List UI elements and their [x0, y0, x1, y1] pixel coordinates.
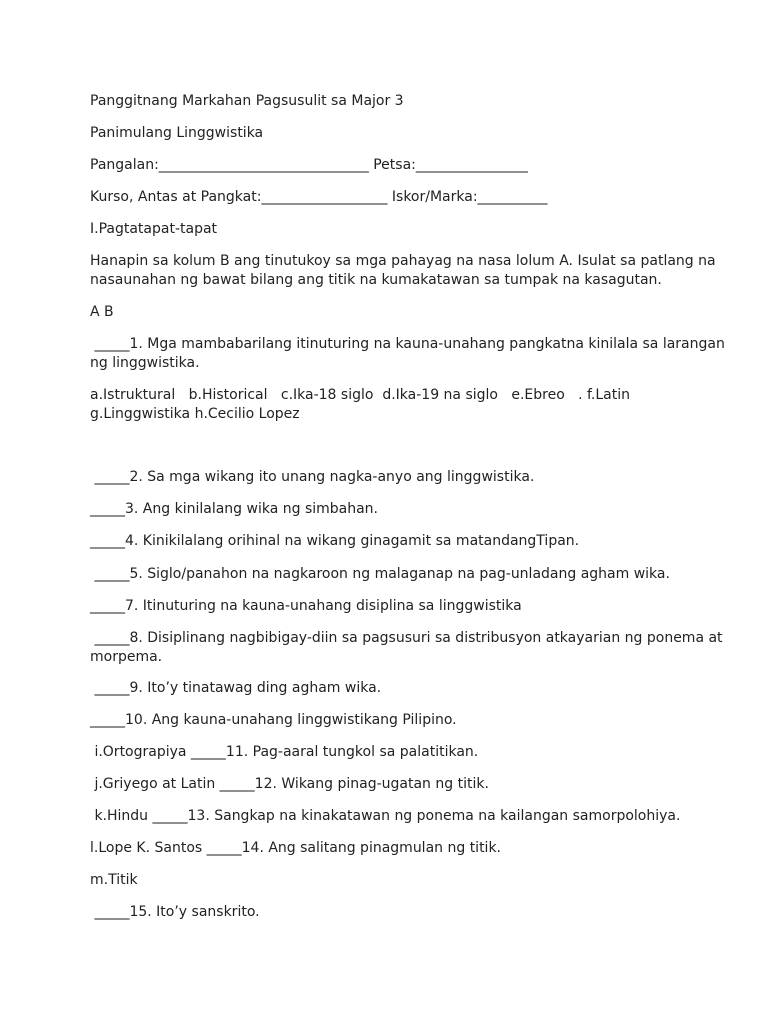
- question-item-1: _____1. Mga mambabarilang itinuturing na kauna-unahang pangkatna kinilala sa larangan ng linggwistika.: [90, 336, 725, 371]
- name-date-line: Pangalan:______________________________ Petsa:________________: [90, 157, 528, 173]
- subject-line: Panimulang Linggwistika: [90, 125, 264, 141]
- question-item-10: _____10. Ang kauna-unahang linggwistikang Pilipino.: [90, 712, 457, 728]
- question-item-12: j.Griyego at Latin _____12. Wikang pinag-ugatan ng titik.: [90, 776, 489, 792]
- question-item-5: _____5. Siglo/panahon na nagkaroon ng malaganap na pag-unladang agham wika.: [90, 566, 670, 582]
- question-item-7: _____7. Itinuturing na kauna-unahang disiplina sa linggwistika: [90, 598, 522, 614]
- question-item-11: i.Ortograpiya _____11. Pag-aaral tungkol sa palatitikan.: [90, 744, 479, 760]
- choices-list: a.Istruktural b.Historical c.Ika-18 siglo d.Ika-19 na siglo e.Ebreo . f.Latin g.Linggwistika h.Cecilio Lopez: [90, 387, 631, 422]
- question-item-4: _____4. Kinikilalang orihinal na wikang ginagamit sa matandangTipan.: [90, 533, 580, 549]
- question-item-15: _____15. Ito’y sanskrito.: [90, 904, 260, 920]
- document-title: Panggitnang Markahan Pagsusulit sa Major 3: [90, 93, 404, 109]
- question-item-14: l.Lope K. Santos _____14. Ang salitang pinagmulan ng titik.: [90, 840, 502, 856]
- choice-m: m.Titik: [90, 872, 138, 888]
- instructions-paragraph: Hanapin sa kolum B ang tinutukoy sa mga pahayag na nasa lolum A. Isulat sa patlang na nasaunahan ng bawat bilang ang titik na kumakatawan sa tumpak na kasagutan.: [90, 253, 716, 288]
- question-item-3: _____3. Ang kinilalang wika ng simbahan.: [90, 501, 379, 517]
- section-heading: I.Pagtatapat-tapat: [90, 221, 218, 237]
- question-item-2: _____2. Sa mga wikang ito unang nagka-anyo ang linggwistika.: [90, 469, 535, 485]
- question-item-13: k.Hindu _____13. Sangkap na kinakatawan ng ponema na kailangan samorpolohiya.: [90, 808, 681, 824]
- columns-label: A B: [90, 304, 114, 320]
- question-item-8: _____8. Disiplinang nagbibigay-diin sa pagsusuri sa distribusyon atkayarian ng ponema at morpema.: [90, 630, 723, 665]
- course-score-line: Kurso, Antas at Pangkat:__________________ Iskor/Marka:__________: [90, 189, 548, 205]
- question-item-9: _____9. Ito’y tinatawag ding agham wika.: [90, 680, 382, 696]
